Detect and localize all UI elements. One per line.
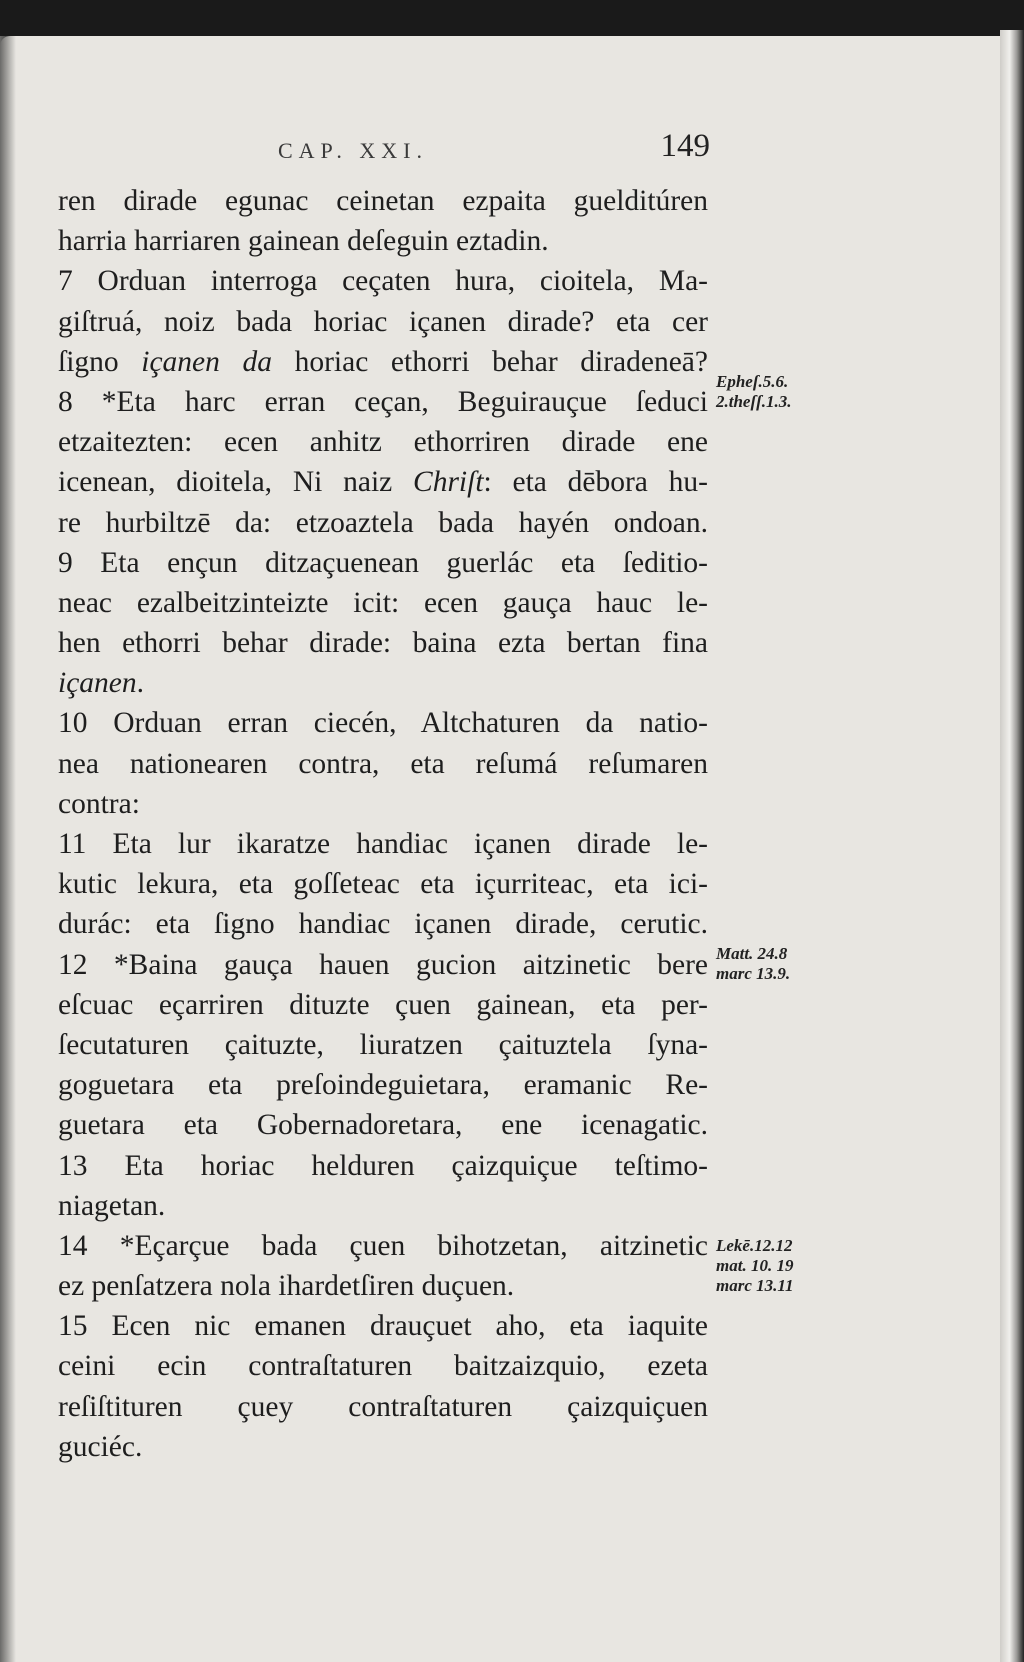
- text-line: 8 *Eta harc erran ceçan, Beguirauçue ſeduci: [58, 385, 708, 418]
- margin-note: [716, 372, 844, 412]
- text-line: contra:: [58, 787, 140, 820]
- text-line: ren dirade egunac ceinetan ezpaita guelditúren: [58, 185, 708, 217]
- text-segment: : eta dēbora hu-: [483, 466, 708, 499]
- text-line: ceini ecin contraſtaturen baitzaizquio, ezeta: [58, 1350, 708, 1383]
- text-segment: .: [136, 667, 145, 700]
- margin-note-line: Lekē.12.12: [716, 1236, 793, 1255]
- text-line: niagetan.: [58, 1189, 166, 1222]
- text-line: ſecutaturen çaituzte, liuratzen çaituztela ſyna-: [58, 1028, 708, 1061]
- text-line: 9 Eta ençun ditzaçuenean guerlác eta ſeditio-: [58, 546, 708, 579]
- margin-note-line: 2.theſſ.1.3.: [716, 392, 792, 411]
- text-line: [58, 663, 708, 703]
- text-line: 7 Orduan interroga ceçaten hura, cioitela, Ma-: [58, 265, 708, 298]
- text-line: harria harriaren gainean deſeguin eztadin.: [58, 225, 549, 258]
- text-line: 13 Eta horiac helduren çaizquiçue teſtimo-: [58, 1149, 708, 1182]
- text-line: goguetara eta preſoindeguietara, eramanic Re-: [58, 1069, 708, 1102]
- text-line: eſcuac eçarriren dituzte çuen gainean, eta per-: [58, 988, 708, 1021]
- page-header: [278, 128, 710, 168]
- text-line: neac ezalbeitzinteizte icit: ecen gauça hauc le-: [58, 586, 708, 619]
- body-text: [58, 181, 708, 1467]
- text-segment: horiac ethorri behar diradeneā?: [272, 345, 708, 378]
- italic-segment: içanen: [58, 667, 137, 700]
- text-line: 15 Ecen nic emanen drauçuet aho, eta iaquite: [58, 1310, 708, 1343]
- text-line: 12 *Baina gauça hauen gucion aitzinetic bere: [58, 948, 708, 981]
- text-line: [58, 342, 708, 382]
- text-line: kutic lekura, eta goſſeteac eta içurriteac, eta ici-: [58, 868, 708, 901]
- text-line: [58, 462, 708, 502]
- text-segment: ſigno: [58, 345, 142, 378]
- text-line: hen ethorri behar dirade: baina ezta bertan fina: [58, 627, 708, 660]
- page-edge: [1000, 30, 1024, 1662]
- margin-note: [716, 1236, 844, 1296]
- text-line: 10 Orduan erran ciecén, Altchaturen da natio-: [58, 707, 708, 740]
- text-line: giſtruá, noiz bada horiac içanen dirade? eta cer: [58, 305, 708, 338]
- page-number: 149: [660, 128, 710, 164]
- text-line: ez penſatzera nola ihardetſiren duçuen.: [58, 1270, 515, 1303]
- text-line: 14 *Eçarçue bada çuen bihotzetan, aitzinetic: [58, 1229, 708, 1262]
- italic-segment: içanen da: [141, 345, 272, 378]
- margin-note: [716, 944, 844, 984]
- text-line: 11 Eta lur ikaratze handiac içanen dirade le-: [58, 828, 708, 860]
- italic-segment: Chriſt: [413, 466, 484, 499]
- margin-note-line: Epheſ.5.6.: [716, 372, 789, 391]
- text-line: nea nationearen contra, eta reſumá reſumaren: [58, 747, 708, 780]
- text-line: guciéc.: [58, 1430, 143, 1463]
- text-line: durác: eta ſigno handiac içanen dirade, cerutic.: [58, 908, 708, 941]
- text-line: re hurbiltzē da: etzoaztela bada hayén ondoan.: [58, 506, 708, 539]
- spine-shadow: [0, 36, 16, 1662]
- margin-note-line: mat. 10. 19: [716, 1256, 794, 1275]
- margin-note-line: marc 13.9.: [716, 964, 791, 983]
- text-line: etzaitezten: ecen anhitz ethorriren dirade ene: [58, 426, 708, 459]
- margin-note-line: marc 13.11: [716, 1276, 794, 1295]
- text-segment: icenean, dioitela, Ni naiz: [58, 466, 414, 499]
- running-head: CAP. XXI.: [278, 138, 428, 163]
- text-line: guetara eta Gobernadoretara, ene icenagatic.: [58, 1109, 708, 1142]
- text-line: reſiſtituren çuey contraſtaturen çaizquiçuen: [58, 1390, 708, 1423]
- margin-note-line: Matt. 24.8: [716, 944, 788, 963]
